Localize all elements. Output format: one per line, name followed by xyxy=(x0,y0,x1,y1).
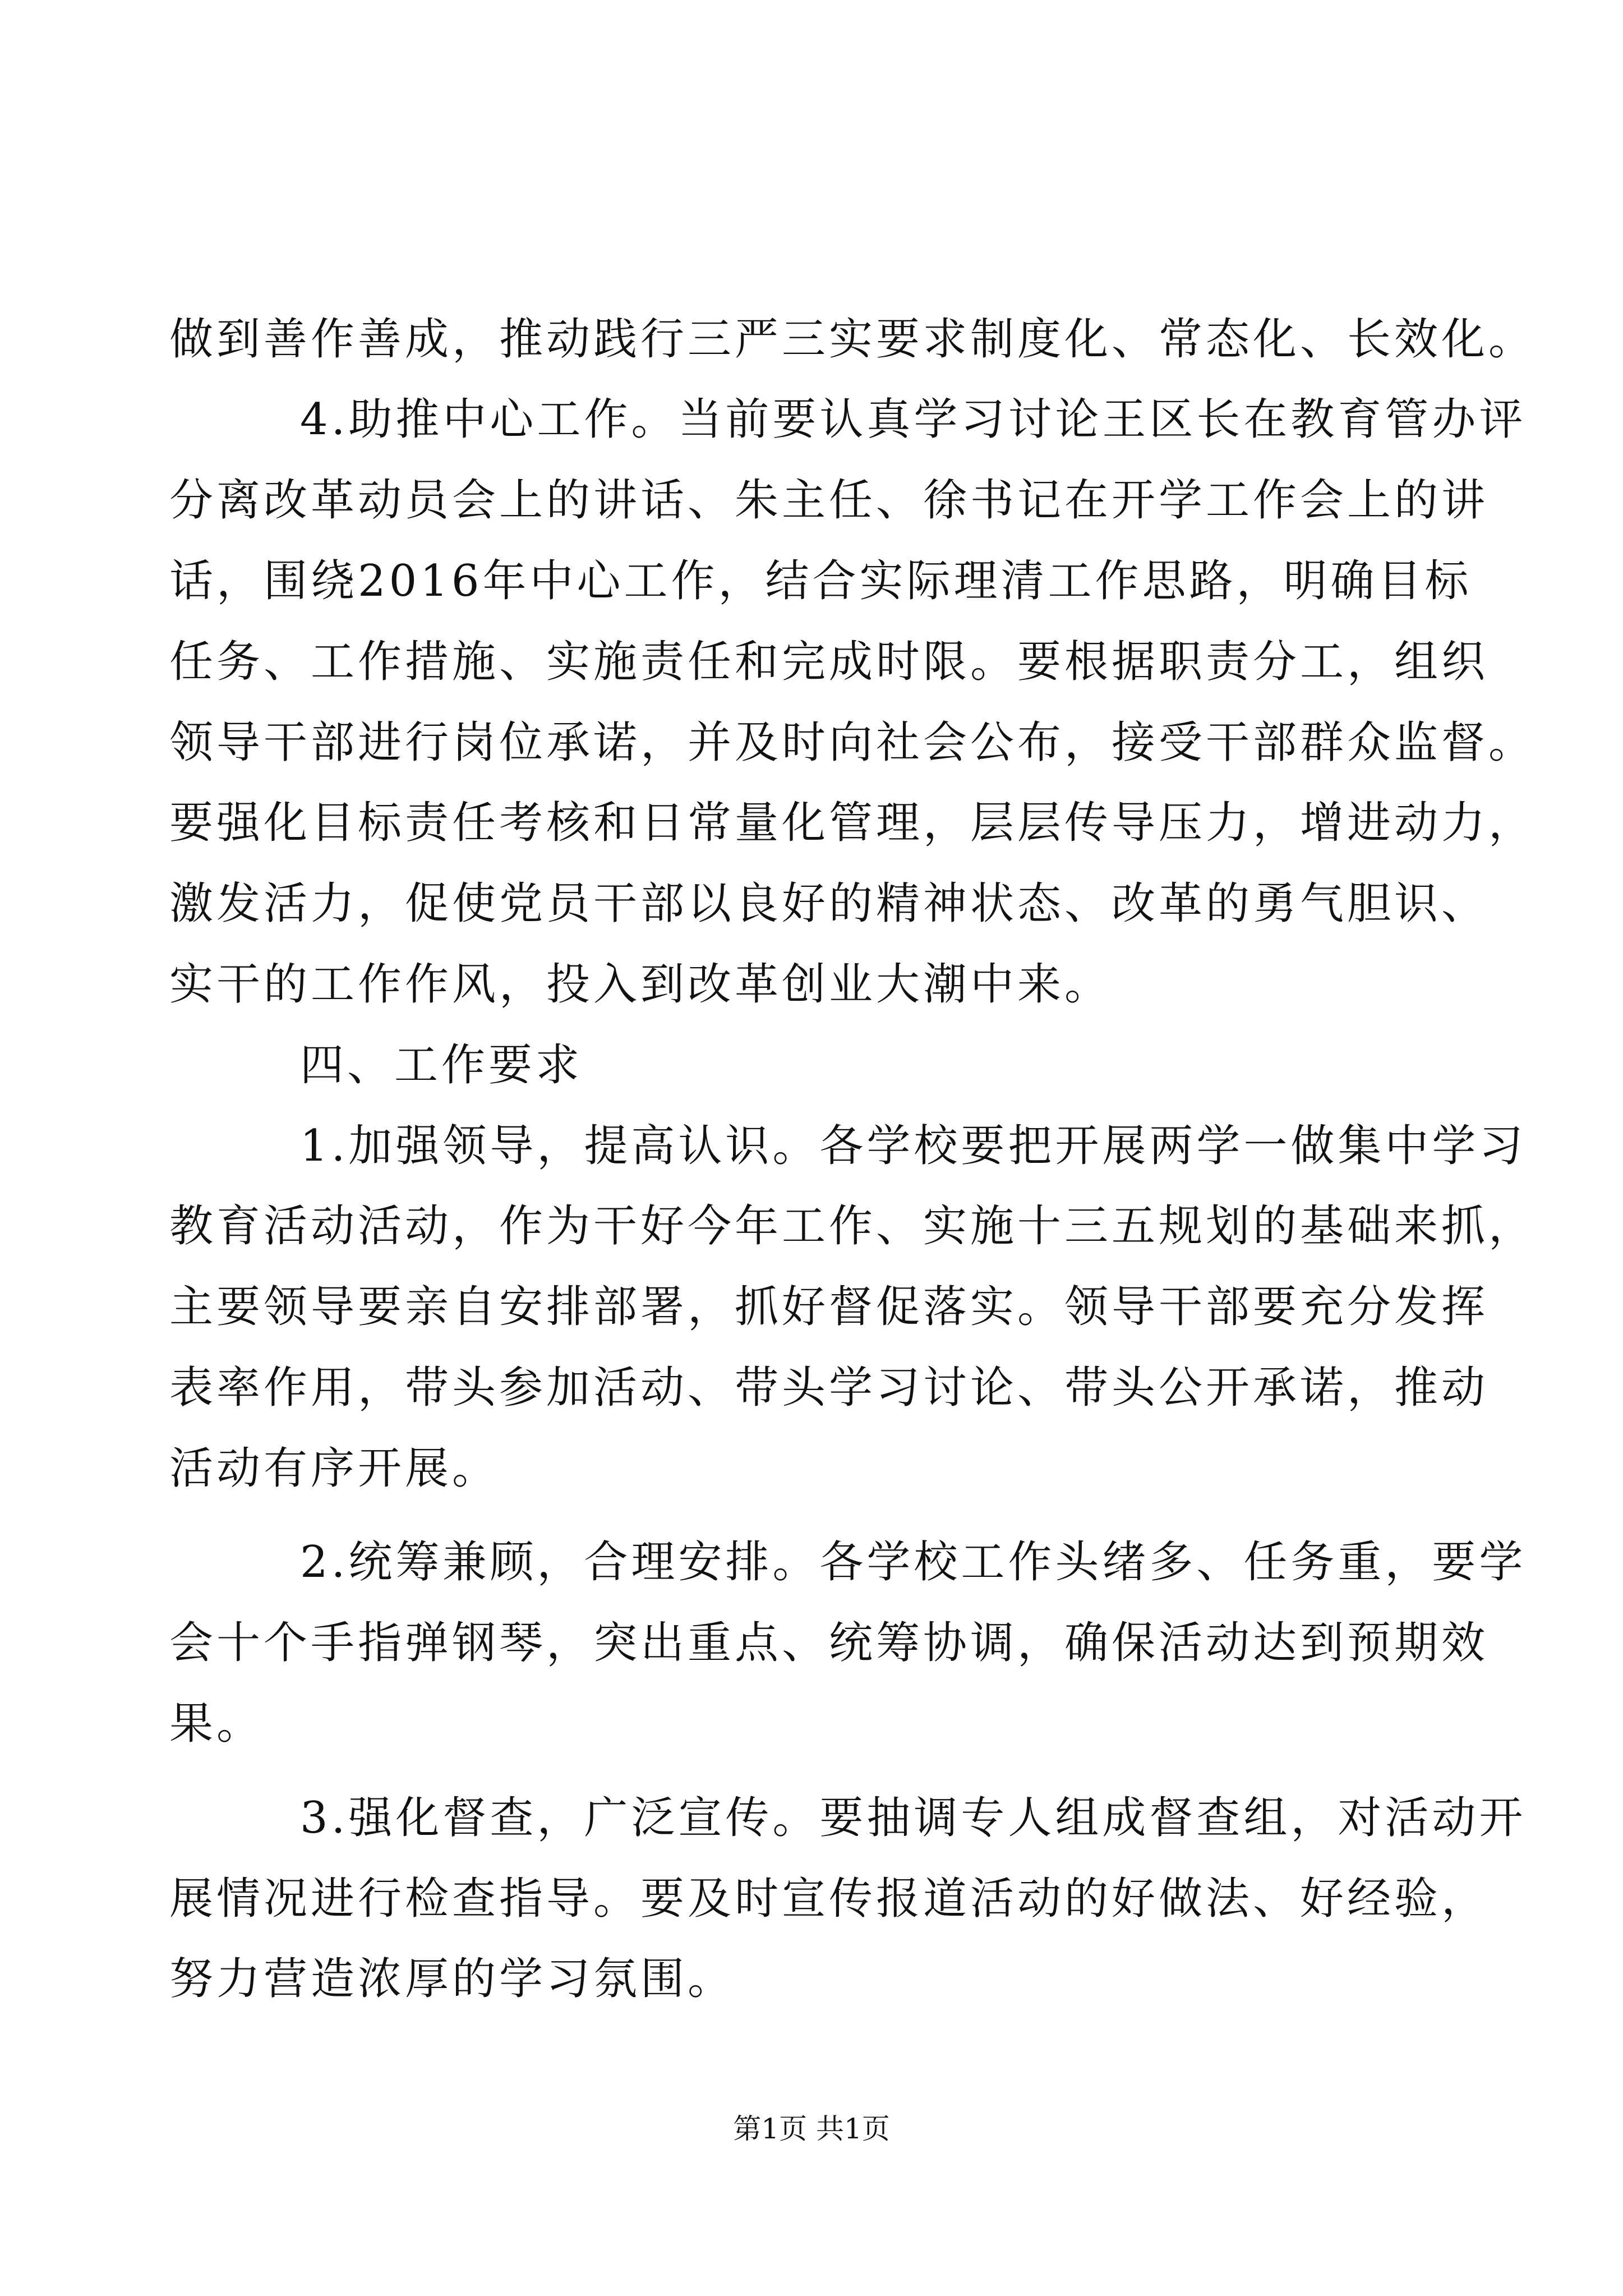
body-line: 实干的工作作风，投入到改革创业大潮中来。 xyxy=(169,959,1112,1010)
page-footer: 第1页 共1页 xyxy=(733,2113,890,2145)
body-line: 表率作用，带头参加活动、带头学习讨论、带头公开承诺，推动 xyxy=(169,1363,1489,1413)
section-heading: 四、工作要求 xyxy=(300,1040,583,1091)
body-line: 话，围绕2016年中心工作，结合实际理清工作思路，明确目标 xyxy=(169,556,1472,606)
body-line: 4.助推中心工作。当前要认真学习讨论王区长在教育管办评 xyxy=(300,394,1527,445)
body-line: 任务、工作措施、实施责任和完成时限。要根据职责分工，组织 xyxy=(169,637,1489,687)
body-line: 会十个手指弹钢琴，突出重点、统筹协调，确保活动达到预期效 xyxy=(169,1618,1489,1668)
body-line: 教育活动活动，作为干好今年工作、实施十三五规划的基础来抓， xyxy=(169,1201,1536,1251)
body-line: 分离改革动员会上的讲话、朱主任、徐书记在开学工作会上的讲 xyxy=(169,475,1489,526)
body-line: 努力营造浓厚的学习氛围。 xyxy=(169,1954,735,2004)
body-line: 3.强化督查，广泛宣传。要抽调专人组成督查组，对活动开 xyxy=(300,1793,1527,1843)
body-line: 展情况进行检查指导。要及时宣传报道活动的好做法、好经验， xyxy=(169,1874,1489,1924)
body-line: 领导干部进行岗位承诺，并及时向社会公布，接受干部群众监督。 xyxy=(169,717,1536,768)
body-line: 果。 xyxy=(169,1699,264,1749)
body-line: 2.统筹兼顾，合理安排。各学校工作头绪多、任务重，要学 xyxy=(300,1537,1527,1588)
body-line: 主要领导要亲自安排部署，抓好督促落实。领导干部要充分发挥 xyxy=(169,1282,1489,1332)
body-line: 1.加强领导，提高认识。各学校要把开展两学一做集中学习 xyxy=(300,1121,1527,1171)
body-line: 激发活力，促使党员干部以良好的精神状态、改革的勇气胆识、 xyxy=(169,878,1489,929)
body-line: 做到善作善成，推动践行三严三实要求制度化、常态化、长效化。 xyxy=(169,314,1536,365)
body-line: 要强化目标责任考核和日常量化管理，层层传导压力，增进动力， xyxy=(169,798,1536,848)
body-line: 活动有序开展。 xyxy=(169,1443,500,1494)
